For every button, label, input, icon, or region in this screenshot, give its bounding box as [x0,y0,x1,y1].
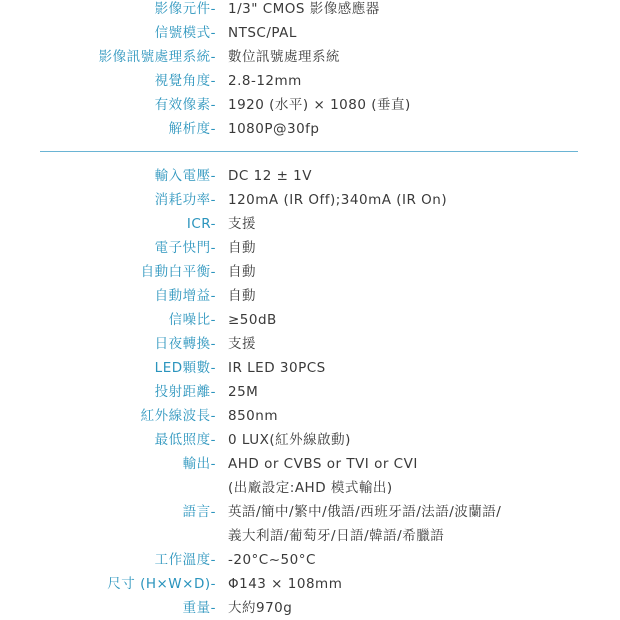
spec-row-white-balance [0,261,620,283]
spec-row-ir-distance [0,381,620,403]
spec-value: 數位訊號處理系統 [228,49,340,65]
spec-row-day-night [0,333,620,355]
spec-value: 850nm [228,408,278,424]
spec-label: LED顆數- [154,360,216,376]
spec-row-language [0,501,620,523]
spec-label: 輸入電壓- [154,168,216,184]
spec-label: 最低照度- [154,432,216,448]
spec-label: 尺寸 (H×W×D)- [107,576,216,592]
spec-label: 自動白平衡- [140,264,216,280]
spec-label: 影像元件- [154,1,216,17]
spec-label: 有效像素- [154,97,216,113]
spec-row-shutter [0,237,620,259]
spec-value: 支援 [228,336,256,352]
spec-value: DC 12 ± 1V [228,168,313,184]
spec-row-min-illumination [0,429,620,451]
spec-value: 義大利語/葡萄牙/日語/韓語/希臘語 [228,528,445,544]
spec-row-icr [0,213,620,235]
spec-row-resolution [0,118,620,140]
spec-label: 語言- [182,504,216,520]
spec-value: 自動 [228,264,256,280]
spec-row-power-consumption [0,189,620,211]
spec-label: 視覺角度- [154,73,216,89]
spec-label: 重量- [182,600,216,616]
spec-value: IR LED 30PCS [228,360,326,376]
spec-row-dimensions [0,573,620,595]
spec-row-image-sensor [0,0,620,20]
spec-value: 自動 [228,288,256,304]
spec-row-dsp [0,46,620,68]
spec-label: 工作溫度- [154,552,216,568]
spec-value: 自動 [228,240,256,256]
spec-row-output-note [0,477,620,499]
spec-row-gain [0,285,620,307]
spec-row-led-count [0,357,620,379]
spec-value: NTSC/PAL [228,25,297,41]
spec-label: 信噪比- [168,312,216,328]
spec-label: ICR- [186,216,216,232]
spec-row-output [0,453,620,475]
spec-label: 投射距離- [154,384,216,400]
spec-value: 2.8-12mm [228,73,302,89]
spec-label: 紅外線波長- [140,408,216,424]
spec-value: 大約970g [228,600,293,616]
spec-row-weight [0,597,620,619]
spec-label: 解析度- [168,121,216,137]
spec-row-ir-wavelength [0,405,620,427]
spec-value: 25M [228,384,259,400]
spec-row-language-cont [0,525,620,547]
spec-row-snr [0,309,620,331]
spec-value: 1/3" CMOS 影像感應器 [228,1,380,17]
spec-value: 120mA (IR Off);340mA (IR On) [228,192,448,208]
spec-value: ≥50dB [228,312,277,328]
spec-row-pixels [0,94,620,116]
spec-label: 輸出- [182,456,216,472]
spec-value: AHD or CVBS or TVI or CVI [228,456,418,472]
spec-label: 自動增益- [154,288,216,304]
spec-label: 消耗功率- [154,192,216,208]
spec-row-input-voltage [0,165,620,187]
spec-row-signal-mode [0,22,620,44]
spec-value: Φ143 × 108mm [228,576,343,592]
spec-label: 電子快門- [154,240,216,256]
spec-value: -20°C~50°C [228,552,316,568]
spec-label: 信號模式- [154,25,216,41]
spec-value: 1080P@30fp [228,121,320,137]
spec-value: 支援 [228,216,256,232]
spec-value: (出廠設定:AHD 模式輸出) [228,480,393,496]
spec-value: 0 LUX(紅外線啟動) [228,432,351,448]
spec-value: 英語/簡中/繁中/俄語/西班牙語/法語/波蘭語/ [228,504,502,520]
section-divider [40,151,578,152]
spec-row-operating-temp [0,549,620,571]
spec-row-lens [0,70,620,92]
spec-label: 日夜轉換- [154,336,216,352]
spec-label: 影像訊號處理系統- [98,49,216,65]
spec-value: 1920 (水平) × 1080 (垂直) [228,97,411,113]
